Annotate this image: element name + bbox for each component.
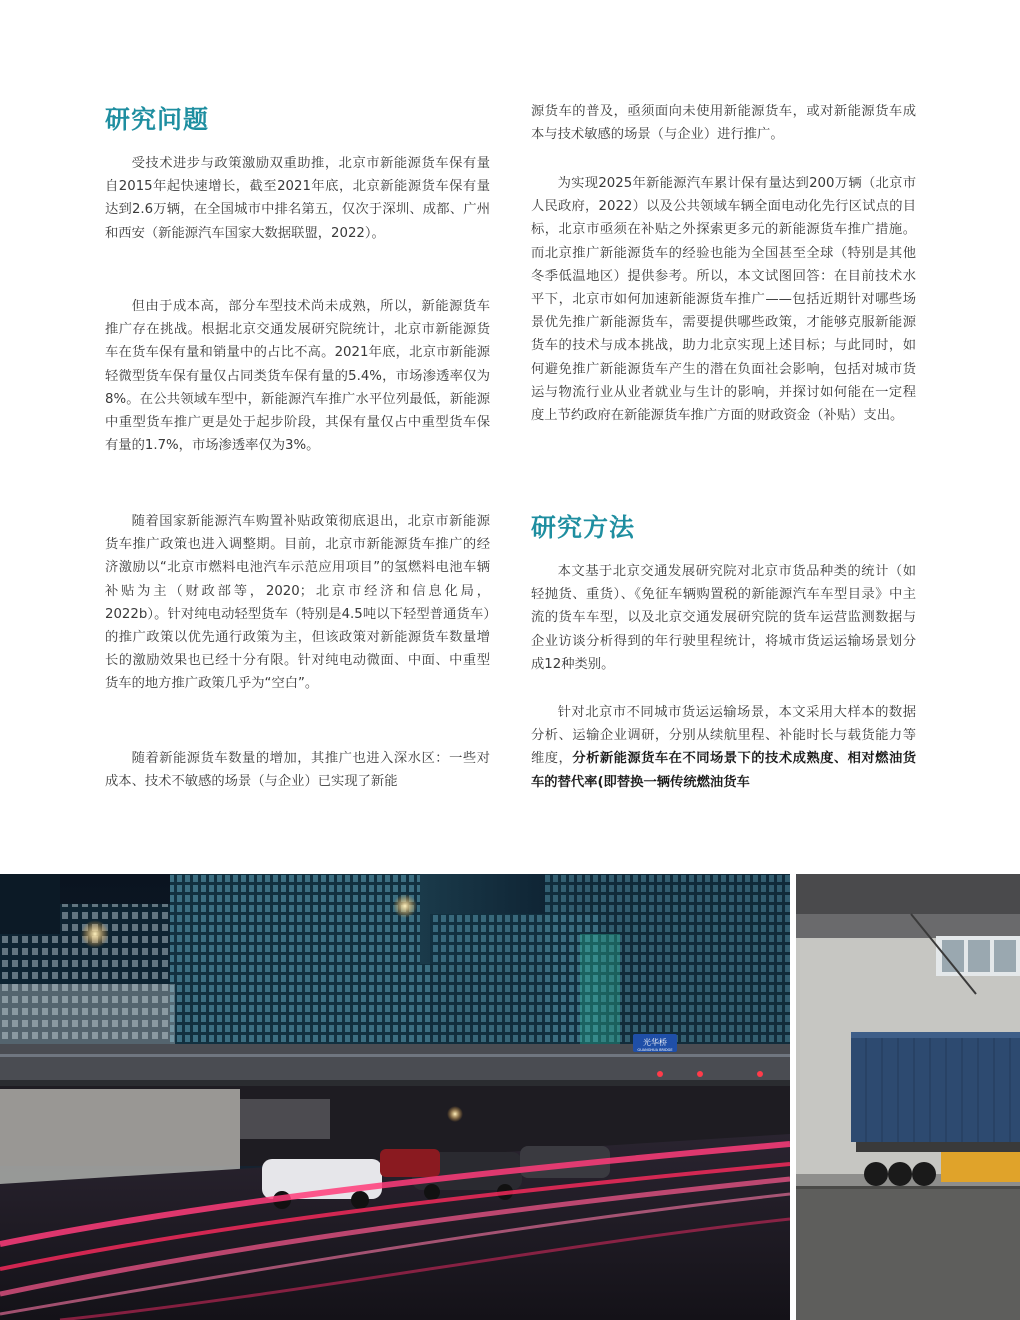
section-heading-research-question: 研究问题 (105, 105, 210, 134)
paragraph: 随着国家新能源汽车购置补贴政策彻底退出，北京市新能源货车推广政策也进入调整期。目前，北京市新能源货车推广的经济激励以“北京市燃料电池汽车示范应用项目”的氢燃料电池车辆补贴为主（财政部等，2020；北京市经济和信息化局，2022b）。针对纯电动轻型货车（特别是4.5吨以下轻型普通货车）的推广政策以优先通行政策为主，但该政策对新能源货车数量增长的激励效果也已经十分有限。针对纯电动微面、中面、中重型货车的地方推广政策几乎为“空白”。 (105, 514, 490, 692)
paragraph: 本文基于北京交通发展研究院对北京市货品种类的统计（如轻抛货、重货）、《免征车辆购置税的新能源汽车车型目录》中主流的货车车型，以及北京交通发展研究院的货车运营监测数据与企业访谈分析得到的年行驶里程统计，将城市货运运输场景划分成12种类别。 (531, 564, 916, 672)
bridge-sign (633, 1034, 677, 1052)
night-traffic-photo (0, 874, 790, 1320)
paragraph: 但由于成本高，部分车型技术尚未成熟，所以，新能源货车推广存在挑战。根据北京交通发展研究院统计，北京市新能源货车在货车保有量和销量中的占比不高。2021年底，北京市新能源轻微型货车保有量仅占同类货车保有量的5.4%，市场渗透率仅为8%。在公共领域车型中，新能源汽车推广水平位列最低，新能源中重型货车推广更是处于起步阶段，其保有量仅占中重型货车保有量的1.7%，市场渗透率仅为3%。 (105, 299, 490, 454)
photo-strip (0, 874, 1020, 1320)
emphasis-text: 分析新能源货车在不同场景下的技术成熟度、相对燃油货车的替代率(即替换一辆传统燃油货车 (531, 751, 917, 790)
bridge-sign-subtext: GUANGHUA BRIDGE (637, 1048, 673, 1052)
paragraph-with-emphasis (531, 701, 916, 794)
section-heading-research-method: 研究方法 (531, 513, 636, 542)
bridge-sign-text: 光华桥 (643, 1038, 667, 1047)
paragraph: 随着新能源货车数量的增加，其推广也进入深水区：一些对成本、技术不敏感的场景（与企业）已实现了新能 (105, 751, 490, 790)
paragraph: 源货车的普及，亟须面向未使用新能源货车，或对新能源货车成本与技术敏感的场景（与企业）进行推广。 (531, 104, 916, 143)
paragraph-text: 针对北京市不同城市货运运输场景，本文采用大样本的数据分析、运输企业调研，分别从续航里程、补能时长与载货能力等维度， (531, 705, 916, 767)
paragraph: 为实现2025年新能源汽车累计保有量达到200万辆（北京市人民政府，2022）以及公共领域车辆全面电动化先行区试点的目标，北京市亟须在补贴之外探索更多元的新能源货车推广措施。而北京推广新能源货车的经验也能为全国甚至全球（特别是其他冬季低温地区）提供参考。所以，本文试图回答：在目前技术水平下，北京市如何加速新能源货车推广——包括近期针对哪些场景优先推广新能源货车，需要提供哪些政策，才能够克服新能源货车的技术与成本挑战，助力北京实现上述目标；与此同时，如何避免推广新能源货车产生的潜在负面社会影响，包括对城市货运与物流行业从业者就业与生计的影响，并探讨如何能在一定程度上节约政府在新能源货车推广方面的财政资金（补贴）支出。 (531, 176, 916, 424)
warehouse-truck-photo (796, 874, 1020, 1320)
paragraph: 受技术进步与政策激励双重助推，北京市新能源货车保有量自2015年起快速增长，截至2021年底，北京新能源货车保有量达到2.6万辆，在全国城市中排名第五，仅次于深圳、成都、广州和西安（新能源汽车国家大数据联盟，2022）。 (105, 156, 490, 241)
